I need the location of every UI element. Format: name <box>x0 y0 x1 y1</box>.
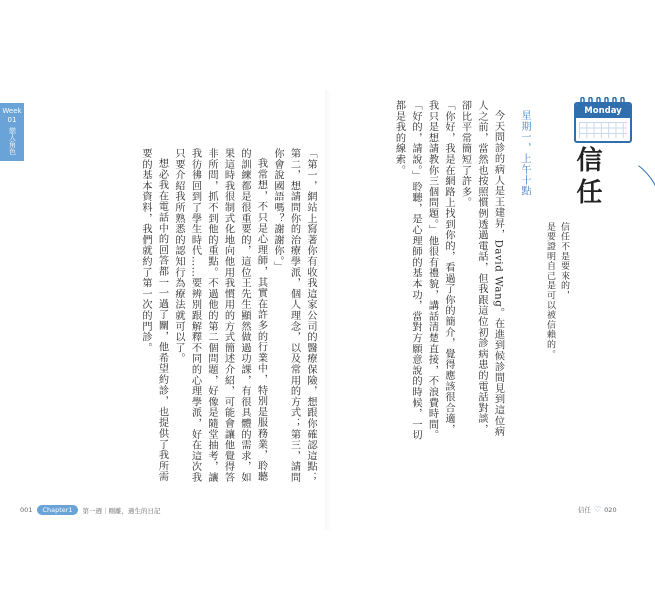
left-page-number: 001 <box>20 506 33 514</box>
left-paragraph-2: 我常想，不只是心理師，其實在許多的行業中，特別是服務業，聆聽的訓練都是很重要的，這位王先生顯然做過功課，有很具體的需求，如果這時我很制式化地向他用我慣用的方式簡述介紹，可能會讓他覺得答非所問，抓不到他的重點。不過他的第二個問題，好像是隨堂抽考，讓我彷彿回到了學生時代……要辨別跟解釋不同的心理學派，好在這次我只要介紹我所熟悉的認知行為療法就可以了。 <box>173 148 267 483</box>
left-paragraph-3: 想必我在電話中的回答都一一過了關，他希望約診，也提供了我所需要的基本資料，我們就約了第一次的門診。 <box>140 148 168 483</box>
footer-left <box>20 505 161 515</box>
chapter-title: 第一週｜剛離，過生的日記 <box>82 506 161 515</box>
epigraph-line-2: 是要證明自己是可以被信賴的。 <box>545 222 555 360</box>
chapter-badge: Chapter1 <box>37 505 77 515</box>
week-chapter: 戀人角色 <box>8 127 17 155</box>
right-page-number: 020 <box>604 505 617 514</box>
calendar-grid <box>579 122 627 138</box>
right-page-text <box>370 100 532 445</box>
spread-gutter <box>325 90 331 530</box>
right-paragraph-1: 今天問診的病人是王建昇，David Wang。在進到候診間見到這位病人之前，當然也按照慣例透過電話，但我跟這位初診病患的電話對談，卻比平常簡短了許多。 <box>459 100 504 438</box>
page-title: 信任 <box>572 146 602 210</box>
footer-right-label: 信任 <box>578 506 591 514</box>
week-number: 01 <box>7 116 17 124</box>
calendar-body <box>574 102 632 143</box>
epigraph <box>543 222 571 362</box>
section-subhead: 星期一，上午十點 <box>519 110 530 197</box>
epigraph-line-1: 信任不是要來的， <box>559 222 569 301</box>
calendar-day: Monday <box>576 104 630 118</box>
week-label: Week <box>2 107 22 115</box>
right-paragraph-3: 「好的，請說。」聆聽，是心理師的基本功，當對方願意說的時候，一切都是我的線索。 <box>393 100 421 441</box>
week-tab <box>0 103 24 161</box>
footer-right <box>578 505 617 514</box>
right-paragraph-2: 「你好，我是在網路上找到你的，看過了你的簡介，覺得應該很合適，我只是想請教你三個問題。」他很有禮貌，講話清楚直接，不浪費時間。 <box>426 100 454 441</box>
calendar-icon <box>574 97 632 143</box>
left-paragraph-1: 「第一，網站上寫著你有收我這家公司的醫療保險，想跟你確認這點；第二，想請問你的治療學派，個人理念，以及常用的方式；第三，請問你會說國語嗎？謝謝你。」 <box>272 148 316 483</box>
heart-icon: ♡ <box>594 504 602 514</box>
left-page-text <box>86 148 318 488</box>
